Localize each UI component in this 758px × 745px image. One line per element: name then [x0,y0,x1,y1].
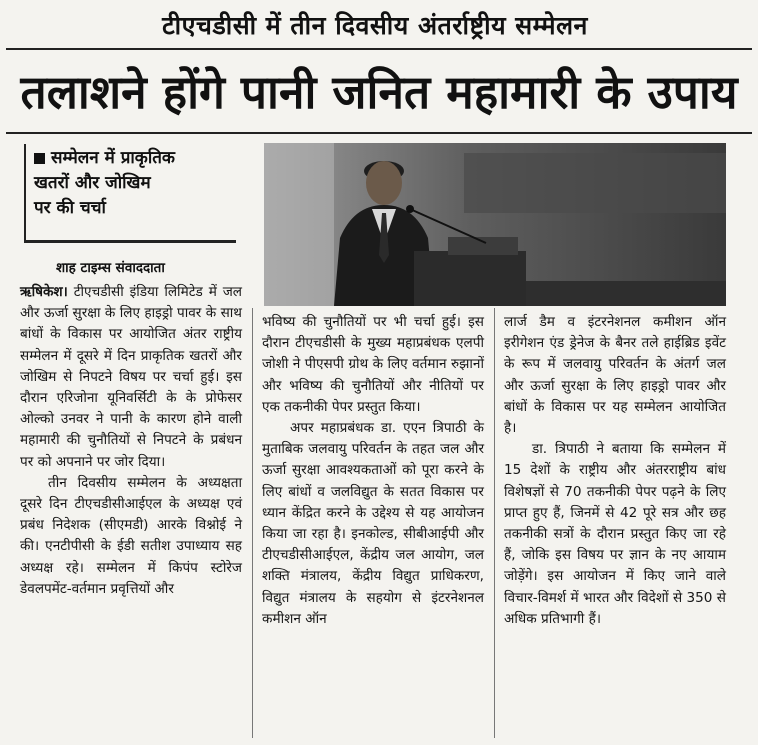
paragraph: तीन दिवसीय सम्मेलन के अध्यक्षता दूसरे दिन टीएचडीसीआईएल के अध्यक्ष एवं प्रबंध निदेशक (सीएमडी) आरके विश्नोई ने की। एनटीपीसी के ईडी सतीश उपाध्याय सह अध्यक्ष रहे। सम्मेलन में किपंप स्टोरेज डेवलपमेंट-वर्तमान प्रवृत्तियों और [20,474,242,597]
subhead-line-3: पर की चर्चा [34,198,106,218]
article-column-2 [262,312,484,630]
paragraph-text: टीएचडीसी इंडिया लिमिटेड में जल और ऊर्जा सुरक्षा के लिए हाइड्रो पावर के साथ बांधों के विकास पर आयोजित अंतर राष्ट्रीय सम्मेलन में दूसरे में दिन प्राकृतिक खतरों और जोखिम से निपटने विषय पर चर्चा हुई। इस दौरान एरिजोना यूनिवर्सिटी के के प्रोफेसर ओल्को उनवर ने पानी के कारण होने वाली महामारी की चुनौतियों से निपटने के प्रबंधन पर को अपनाने पर जोर दिया। [20,284,242,470]
paragraph: डा. त्रिपाठी ने बताया कि सम्मेलन में 15 देशों के राष्ट्रीय और अंतरराष्ट्रीय बांध विशेषज्ञों से 70 तकनीकी पेपर पढ़ने के लिए प्राप्त हुए हैं, जिनमें से 42 पूरे सत्र और छह तकनीकी सत्रों के दौरान प्रस्तुत किए जा रहे हैं, जोकि इस विषय पर ज्ञान के नए आयाम जोड़ेंगे। इस आयोजन में किए जाने वाले विचार-विमर्श में भारत और विदेशों से 350 से अधिक प्रतिभागी हैं। [504,441,726,627]
byline: शाह टाइम्स संवाददाता [56,260,165,276]
subhead-rule-horizontal [24,240,236,243]
paragraph [20,282,242,473]
photo-illustration [264,143,726,306]
headline: तलाशने होंगे पानी जनित महामारी के उपाय [20,65,738,119]
headline-rule [6,132,752,134]
square-bullet-icon [34,153,45,164]
column-divider-1 [252,308,253,738]
kicker-rule [6,48,752,50]
section-kicker: टीएचडीसी में तीन दिवसीय अंतर्राष्ट्रीय सम्मेलन [162,11,588,40]
paragraph: लार्ज डैम व इंटरनेशनल कमीशन ऑन इरीगेशन एंड ड्रेनेज के बैनर तले हाईब्रिड इवेंट के रूप में जलवायु परिवर्तन के अंतर्ग जल और ऊर्जा सुरक्षा के लिए हाइड्रो पावर और बांधों के विकास पर यह सम्मेलन आयोजित है। [504,314,726,437]
paragraph: भविष्य की चुनौतियों पर भी चर्चा हुई। इस दौरान टीएचडीसी के मुख्य महाप्रबंधक एलपी जोशी ने पीएसपी ग्रोथ के लिए वर्तमान रुझानों और भविष्य की चुनौतियों और नीतियों पर एक तकनीकी पेपर प्रस्तुत किया। [262,314,484,415]
subhead [34,146,234,221]
article-column-3 [504,312,726,630]
speaker-at-podium-photo [264,143,726,306]
article-column-1 [20,282,242,600]
paragraph: अपर महाप्रबंधक डा. एएन त्रिपाठी के मुताबिक जलवायु परिवर्तन के तहत जल और ऊर्जा सुरक्षा आवश्यकताओं को पूरा करने के लिए बांधों व जलविद्युत के सतत विकास पर ध्यान केंद्रित करने के उद्देश्य से यह आयोजन किया जा रहा है। इनकोल्ड, सीबीआईपी और टीएचडीसीआईएल, केंद्रीय जल आयोग, जल शक्ति मंत्रालय, केंद्रीय विद्युत प्राधिकरण, विद्युत मंत्रालय के सहयोग से इंटरनेशनल कमीशन ऑन [262,420,484,627]
column-divider-2 [494,308,495,738]
subhead-line-2: खतरों और जोखिम [34,173,151,193]
dateline-place: ऋषिकेश। [20,284,68,300]
subhead-line-1: सम्मेलन में प्राकृतिक [51,148,175,168]
subhead-rule-vertical [24,144,26,240]
